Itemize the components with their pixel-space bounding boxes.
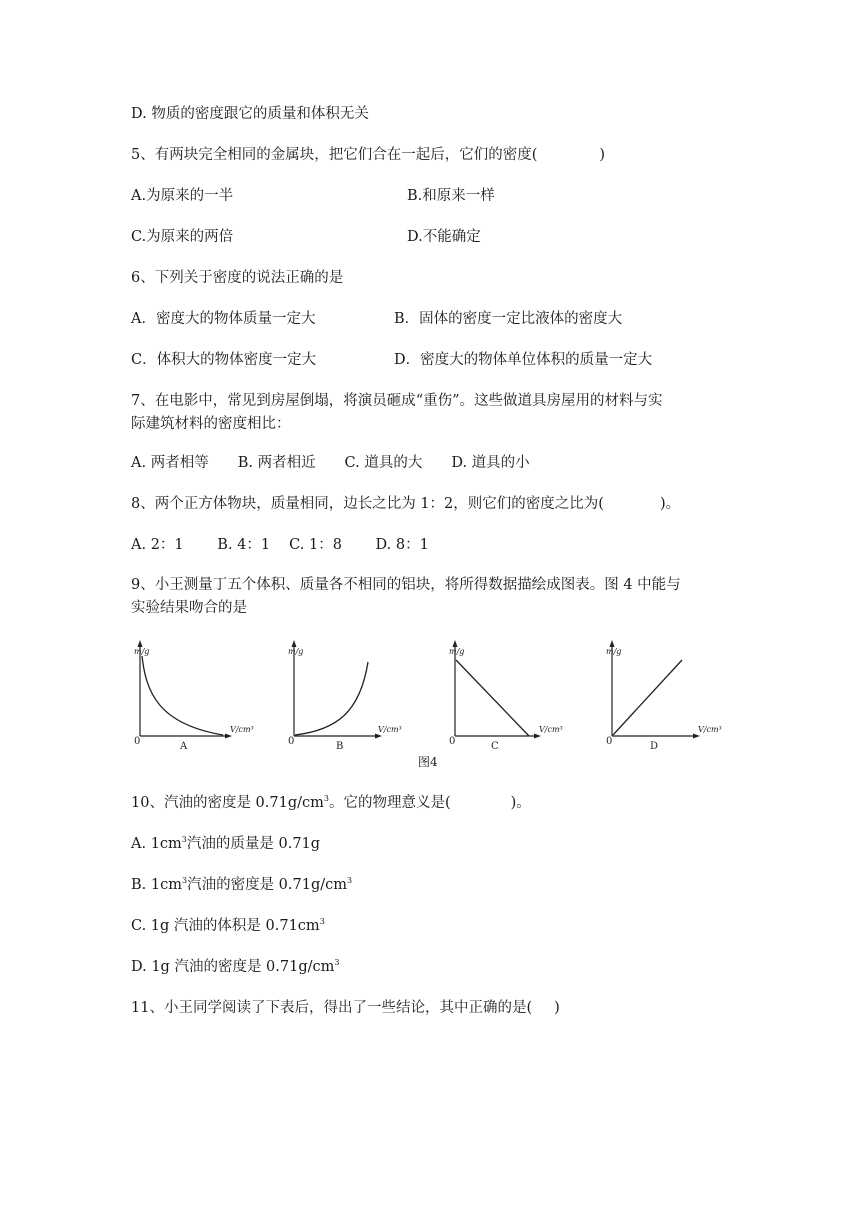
- q10-optD-a: D. 1g 汽油的密度是 0.71g/cm: [131, 959, 335, 975]
- graph-c-svg: [443, 632, 573, 752]
- q11-stem-text: 11、小王同学阅读了下表后，得出了一些结论，其中正确的是(: [131, 1000, 533, 1016]
- graph-d: [598, 632, 728, 752]
- graph-b-tag: B: [336, 741, 344, 752]
- q8-stem: [131, 494, 680, 514]
- q7-stem-line2: 际建筑材料的密度相比：: [131, 416, 291, 432]
- q10-optC-a: C. 1g 汽油的体积是 0.71cm: [131, 918, 320, 934]
- graph-c: [443, 632, 573, 752]
- figure-caption: 图4: [418, 755, 438, 769]
- q10-option-a: [131, 834, 320, 854]
- graph-d-x-arrow: [693, 734, 700, 739]
- graph-a-tag: A: [180, 741, 188, 752]
- graph-d-ylabel: m/g: [606, 647, 622, 656]
- q10-optB-sup: 3: [181, 876, 188, 886]
- graph-d-line: [613, 660, 682, 735]
- q5-option-b: B.和原来一样: [407, 188, 495, 204]
- q11-stem: [131, 998, 560, 1018]
- graph-d-svg: [598, 632, 728, 752]
- graph-c-ylabel: m/g: [449, 647, 465, 656]
- graph-a-xlabel: V/cm³: [230, 725, 254, 734]
- q10-optC-sup: 3: [319, 917, 325, 927]
- q6-option-a: A．密度大的物体质量一定大: [131, 311, 316, 327]
- q5-stem-end: ): [599, 147, 606, 163]
- q10-optB-b: 汽油的密度是 0.71g/cm: [187, 877, 348, 893]
- q10-optA-a: A. 1cm: [131, 836, 182, 852]
- q10-option-c: [131, 916, 325, 936]
- graph-c-x-arrow: [534, 734, 541, 739]
- q10-option-d: [131, 957, 339, 977]
- q5-option-c: C.为原来的两倍: [131, 229, 234, 245]
- q10-option-b: [131, 875, 352, 895]
- q7-options: A. 两者相等 B. 两者相近 C. 道具的大 D. 道具的小: [131, 455, 530, 471]
- graph-d-y-arrow: [610, 640, 615, 647]
- q5-option-a: A.为原来的一半: [131, 188, 234, 204]
- graph-c-y-arrow: [453, 640, 458, 647]
- graph-b-curve: [295, 662, 368, 735]
- graph-a-x-arrow: [225, 734, 232, 739]
- q8-options: A. 2：1 B. 4：1 C. 1：8 D. 8：1: [131, 537, 429, 553]
- q10-stem: [131, 793, 531, 813]
- q10-optB-sup2: 3: [347, 876, 353, 886]
- q5-option-d: D.不能确定: [407, 229, 481, 245]
- q6-option-b: B．固体的密度一定比液体的密度大: [394, 311, 623, 327]
- q10-optB-a: B. 1cm: [131, 877, 182, 893]
- graph-c-line: [456, 660, 529, 736]
- graph-c-origin: 0: [449, 736, 456, 747]
- graph-a: [128, 632, 258, 752]
- graph-d-xlabel: V/cm³: [698, 725, 722, 734]
- q10-optA-b: 汽油的质量是 0.71g: [186, 836, 321, 852]
- q10-stem-b: 。它的物理意义是(: [328, 795, 451, 811]
- q5-stem: [131, 145, 605, 165]
- graph-b-ylabel: m/g: [288, 647, 304, 656]
- q6-stem: 6、下列关于密度的说法正确的是: [131, 270, 344, 286]
- graph-a-curve: [142, 656, 223, 735]
- q8-stem-end: )。: [659, 496, 681, 512]
- graph-a-ylabel: m/g: [134, 647, 150, 656]
- q10-optD-sup: 3: [334, 958, 340, 968]
- q9-stem-line1: 9、小王测量丁五个体积、质量各不相同的铝块，将所得数据描绘成图表。图 4 中能与: [131, 577, 681, 593]
- q10-stem-end: )。: [510, 795, 531, 811]
- graph-b-y-arrow: [292, 640, 297, 647]
- graph-b: [282, 632, 412, 752]
- graph-b-xlabel: V/cm³: [378, 725, 402, 734]
- graph-d-tag: D: [650, 741, 659, 752]
- q8-stem-text: 8、两个正方体物块，质量相同，边长之比为 1：2，则它们的密度之比为(: [131, 496, 604, 512]
- q10-optA-sup: 3: [181, 835, 187, 845]
- q10-stem-a: 10、汽油的密度是 0.71g/cm: [131, 795, 324, 811]
- graph-b-origin: 0: [288, 736, 295, 747]
- graph-a-svg: [128, 632, 258, 752]
- q7-stem-line1: 7、在电影中，常见到房屋倒塌，将演员砸成“重伤”。这些做道具房屋用的材料与实: [131, 393, 663, 409]
- graph-b-svg: [282, 632, 412, 752]
- graph-a-origin: 0: [134, 736, 141, 747]
- q10-stem-sup: 3: [323, 794, 329, 804]
- graph-c-tag: C: [491, 741, 499, 752]
- graph-a-y-arrow: [138, 640, 143, 647]
- q5-stem-text: 5、有两块完全相同的金属块，把它们合在一起后，它们的密度(: [131, 147, 538, 163]
- q4-option-d: D. 物质的密度跟它的质量和体积无关: [131, 106, 369, 122]
- graph-d-origin: 0: [606, 736, 613, 747]
- graph-b-x-arrow: [375, 734, 382, 739]
- q6-option-d: D．密度大的物体单位体积的质量一定大: [394, 352, 653, 368]
- q6-option-c: C．体积大的物体密度一定大: [131, 352, 317, 368]
- q11-stem-end: ): [554, 1000, 560, 1016]
- graph-c-xlabel: V/cm³: [539, 725, 563, 734]
- q9-stem-line2: 实验结果吻合的是: [131, 600, 247, 616]
